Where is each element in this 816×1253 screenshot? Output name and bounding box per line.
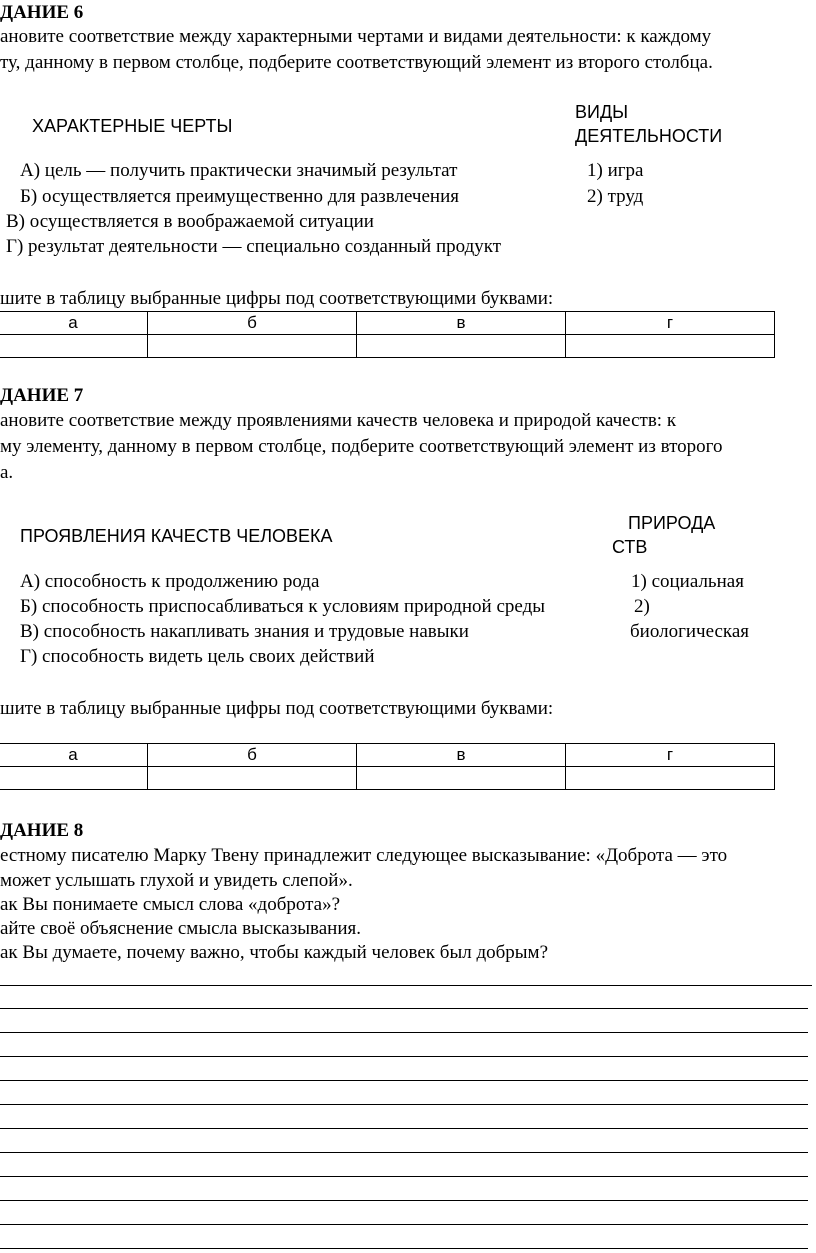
answer-line[interactable] (0, 1128, 808, 1129)
table-answer-row (0, 767, 775, 790)
answer-line[interactable] (0, 1200, 808, 1201)
task7-instruction-line3: а. (0, 462, 14, 483)
table-header-a: а (0, 312, 148, 335)
answer-cell-a[interactable] (0, 767, 148, 790)
task6-title: ДАНИЕ 6 (0, 2, 84, 23)
table-header-row (0, 744, 775, 767)
task6-col2-header-line1: ВИДЫ (575, 102, 629, 122)
table-header-b: б (148, 744, 357, 767)
answer-line[interactable] (0, 1032, 808, 1033)
table-header-row (0, 312, 775, 335)
answer-cell-g[interactable] (566, 335, 775, 358)
answer-cell-v[interactable] (357, 335, 566, 358)
task7-option-2-cont: биологическая (630, 621, 750, 642)
answer-cell-v[interactable] (357, 767, 566, 790)
task8-question-3: ак Вы думаете, почему важно, чтобы каждый человек был добрым? (0, 942, 549, 963)
task7-item-a: А) способность к продолжению рода (20, 571, 320, 592)
task7-col1-header: ПРОЯВЛЕНИЯ КАЧЕСТВ ЧЕЛОВЕКА (20, 526, 333, 546)
task7-item-b: Б) способность приспосабливаться к условиям природной среды (20, 596, 545, 617)
answer-line[interactable] (0, 1104, 808, 1105)
task6-instruction-line2: ту, данному в первом столбце, подберите соответствующий элемент из второго столбца. (0, 52, 713, 73)
task7-col2-header-line2: СТВ (612, 537, 648, 557)
task8-quote-line1: естному писателю Марку Твену принадлежит следующее высказывание: «Доброта — это (0, 845, 728, 866)
task6-col1-header: ХАРАКТЕРНЫЕ ЧЕРТЫ (32, 116, 233, 136)
answer-cell-g[interactable] (566, 767, 775, 790)
task6-option-1: 1) игра (587, 160, 644, 181)
task7-item-v: В) способность накапливать знания и трудовые навыки (20, 621, 469, 642)
task7-instruction-line1: ановите соответствие между проявлениями качеств человека и природой качеств: к (0, 410, 677, 431)
task8-question-1: ак Вы понимаете смысл слова «доброта»? (0, 894, 341, 915)
table-header-g: г (566, 312, 775, 335)
task6-option-2: 2) труд (587, 186, 644, 207)
task6-item-g: Г) результат деятельности — специально созданный продукт (6, 236, 502, 257)
answer-line[interactable] (0, 1080, 808, 1081)
table-header-b: б (148, 312, 357, 335)
task8-title: ДАНИЕ 8 (0, 820, 84, 841)
answer-cell-b[interactable] (148, 767, 357, 790)
answer-line[interactable] (0, 1248, 808, 1249)
answer-line[interactable] (0, 1008, 808, 1009)
answer-line[interactable] (0, 985, 812, 986)
table-header-v: в (357, 744, 566, 767)
answer-line[interactable] (0, 1152, 808, 1153)
task6-instruction-line1: ановите соответствие между характерными чертами и видами деятельности: к каждому (0, 26, 712, 47)
task7-col2-header-line1: ПРИРОДА (628, 513, 716, 533)
table-header-v: в (357, 312, 566, 335)
task7-answer-table (0, 743, 775, 790)
table-answer-row (0, 335, 775, 358)
task7-write-prompt: шите в таблицу выбранные цифры под соответствующими буквами: (0, 698, 554, 719)
task6-write-prompt: шите в таблицу выбранные цифры под соответствующими буквами: (0, 288, 554, 309)
task7-title: ДАНИЕ 7 (0, 385, 84, 406)
task6-item-v: В) осуществляется в воображаемой ситуации (6, 211, 374, 232)
table-header-a: а (0, 744, 148, 767)
task6-item-b: Б) осуществляется преимущественно для развлечения (20, 186, 459, 207)
task6-answer-table (0, 311, 775, 358)
answer-line[interactable] (0, 1056, 808, 1057)
task8-question-2: айте своё объяснение смысла высказывания. (0, 918, 361, 939)
table-header-g: г (566, 744, 775, 767)
task7-instruction-line2: му элементу, данному в первом столбце, подберите соответствующий элемент из второго (0, 436, 723, 457)
task7-option-1: 1) социальная (631, 571, 744, 592)
answer-cell-a[interactable] (0, 335, 148, 358)
answer-line[interactable] (0, 1224, 808, 1225)
task6-col2-header-line2: ДЕЯТЕЛЬНОСТИ (575, 126, 723, 146)
answer-cell-b[interactable] (148, 335, 357, 358)
answer-line[interactable] (0, 1176, 808, 1177)
task8-quote-line2: может услышать глухой и увидеть слепой». (0, 870, 353, 891)
task7-option-2: 2) (634, 596, 650, 617)
task6-item-a: А) цель — получить практически значимый результат (20, 160, 458, 181)
task7-item-g: Г) способность видеть цель своих действий (20, 646, 375, 667)
